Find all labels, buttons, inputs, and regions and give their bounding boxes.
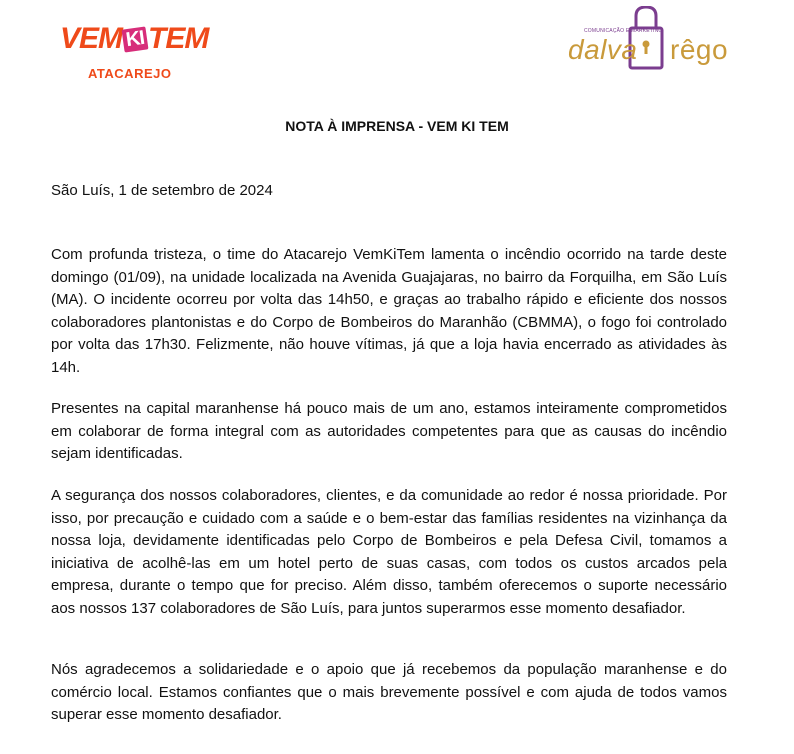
rego-text: rêgo	[670, 34, 729, 65]
atacarejo-label: ATACAREJO	[88, 66, 172, 81]
logo-ki-tag: KI	[122, 26, 149, 52]
paragraph-3: A segurança dos nossos colaboradores, clientes, e da comunidade ao redor é nossa prioridade. Por isso, por precaução e cuidado com a saúde e o bem-estar das famílias residentes na vizinhança da nossa loja, devidamente identificadas pelo Corpo de Bombeiros e pela Defesa Civil, tomamos a iniciativa de acolhê-las em um hotel perto de suas casas, com todos os custos arcados pela empresa, durante o tempo que for preciso. Além disso, também oferecemos o suporte necessário aos nossos 137 colaboradores de São Luís, para juntos superarmos esse momento desafiador.	[51, 487, 727, 617]
date-line: São Luís, 1 de setembro de 2024	[51, 182, 273, 199]
dalva-tagline: COMUNICAÇÃO E MARKETING	[584, 28, 663, 34]
dalva-rego-logo	[560, 6, 735, 76]
keyhole-slot-icon	[645, 46, 648, 54]
paragraph-4: Nós agradecemos a solidariedade e o apoio que já recebemos da população maranhense e do comércio local. Estamos confiantes que o mais brevemente possível e com ajuda de todos vamos superar esse momento desafiador.	[51, 661, 727, 723]
vemkitem-wordmark	[60, 22, 208, 56]
press-release-title: NOTA À IMPRENSA - VEM KI TEM	[285, 118, 509, 134]
dalva-text: dalva	[568, 34, 638, 65]
paragraph-1: Com profunda tristeza, o time do Atacarejo VemKiTem lamenta o incêndio ocorrido na tarde deste domingo (01/09), na unidade localizada na Avenida Guajajaras, no bairro da Forquilha, em São Luís (MA). O incidente ocorreu por volta das 14h50, e graças ao trabalho rápido e eficiente dos nossos colaboradores plantonistas e do Corpo de Bombeiros do Maranhão (CBMMA), o fogo foi controlado por volta das 17h30. Felizmente, não houve vítimas, já que a loja havia encerrado as atividades às 14h.	[51, 246, 727, 376]
padlock-shackle-icon	[636, 7, 656, 28]
logo-tem: TEM	[148, 22, 209, 55]
logo-vem: VEM	[60, 22, 123, 55]
vemkitem-logo	[60, 22, 209, 84]
paragraph-2: Presentes na capital maranhense há pouco mais de um ano, estamos inteiramente comprometidos em colaborar de forma integral com as autoridades competentes para que as causas do incêndio sejam identificadas.	[51, 400, 727, 462]
